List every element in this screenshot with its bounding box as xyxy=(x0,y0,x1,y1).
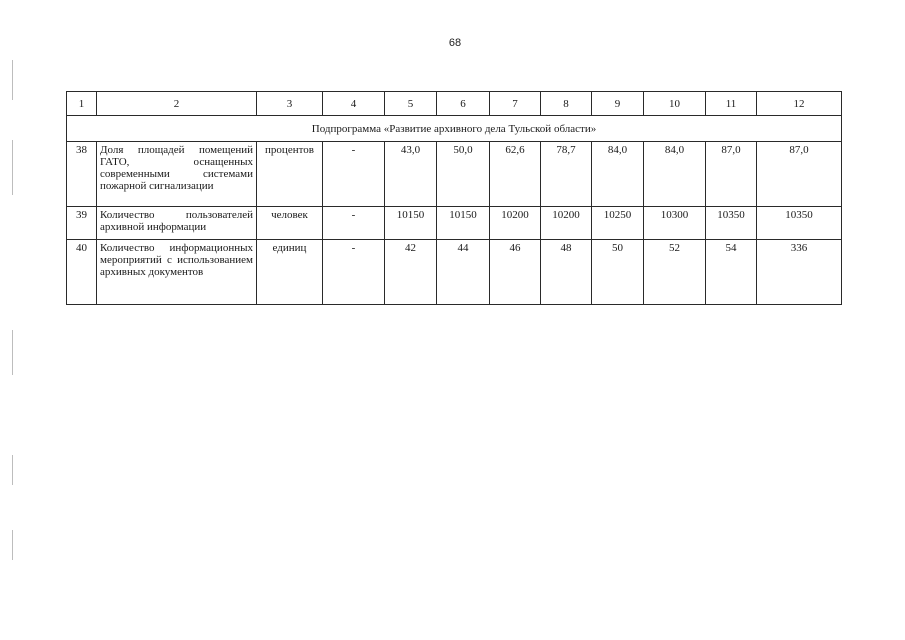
column-header-5: 5 xyxy=(385,92,437,116)
value-cell: 42 xyxy=(385,240,437,305)
value-cell: 62,6 xyxy=(490,142,541,207)
column-header-4: 4 xyxy=(323,92,385,116)
scan-artifact xyxy=(12,140,13,195)
column-header-6: 6 xyxy=(437,92,490,116)
value-cell: 10200 xyxy=(490,207,541,240)
value-cell: 52 xyxy=(644,240,706,305)
value-cell: 10150 xyxy=(437,207,490,240)
value-cell: 43,0 xyxy=(385,142,437,207)
value-cell: 48 xyxy=(541,240,592,305)
base-value-cell: - xyxy=(323,207,385,240)
page-number: 68 xyxy=(448,37,462,49)
value-cell: 50,0 xyxy=(437,142,490,207)
column-header-12: 12 xyxy=(757,92,842,116)
indicator-name: Количество пользователей архивной информации xyxy=(97,207,257,240)
value-cell: 46 xyxy=(490,240,541,305)
table-row xyxy=(67,207,842,240)
scan-artifact xyxy=(12,455,13,485)
value-cell: 84,0 xyxy=(644,142,706,207)
value-cell: 10350 xyxy=(757,207,842,240)
indicator-name: Доля площадей помещений ГАТО, оснащенных современными системами пожарной сигнализации xyxy=(97,142,257,207)
value-cell: 84,0 xyxy=(592,142,644,207)
value-cell: 44 xyxy=(437,240,490,305)
indicator-name: Количество информационных мероприятий с использованием архивных документов xyxy=(97,240,257,305)
row-number: 39 xyxy=(67,207,97,240)
column-header-10: 10 xyxy=(644,92,706,116)
value-cell: 10250 xyxy=(592,207,644,240)
value-cell: 10350 xyxy=(706,207,757,240)
value-cell: 87,0 xyxy=(757,142,842,207)
base-value-cell: - xyxy=(323,142,385,207)
value-cell: 10150 xyxy=(385,207,437,240)
base-value-cell: - xyxy=(323,240,385,305)
scan-artifact xyxy=(12,330,13,375)
column-header-2: 2 xyxy=(97,92,257,116)
scan-artifact xyxy=(12,60,13,100)
column-header-11: 11 xyxy=(706,92,757,116)
row-number: 38 xyxy=(67,142,97,207)
unit-cell: единиц xyxy=(257,240,323,305)
value-cell: 87,0 xyxy=(706,142,757,207)
column-header-7: 7 xyxy=(490,92,541,116)
value-cell: 336 xyxy=(757,240,842,305)
value-cell: 10300 xyxy=(644,207,706,240)
column-header-9: 9 xyxy=(592,92,644,116)
column-header-8: 8 xyxy=(541,92,592,116)
subprogram-row xyxy=(67,116,842,142)
table-row xyxy=(67,142,842,207)
value-cell: 10200 xyxy=(541,207,592,240)
scan-artifact xyxy=(12,530,13,560)
value-cell: 54 xyxy=(706,240,757,305)
column-number-row xyxy=(67,92,842,116)
value-cell: 50 xyxy=(592,240,644,305)
column-header-3: 3 xyxy=(257,92,323,116)
subprogram-title: Подпрограмма «Развитие архивного дела Тульской области» xyxy=(67,116,842,142)
row-number: 40 xyxy=(67,240,97,305)
value-cell: 78,7 xyxy=(541,142,592,207)
column-header-1: 1 xyxy=(67,92,97,116)
unit-cell: процентов xyxy=(257,142,323,207)
indicator-table xyxy=(66,91,842,305)
table-row xyxy=(67,240,842,305)
unit-cell: человек xyxy=(257,207,323,240)
